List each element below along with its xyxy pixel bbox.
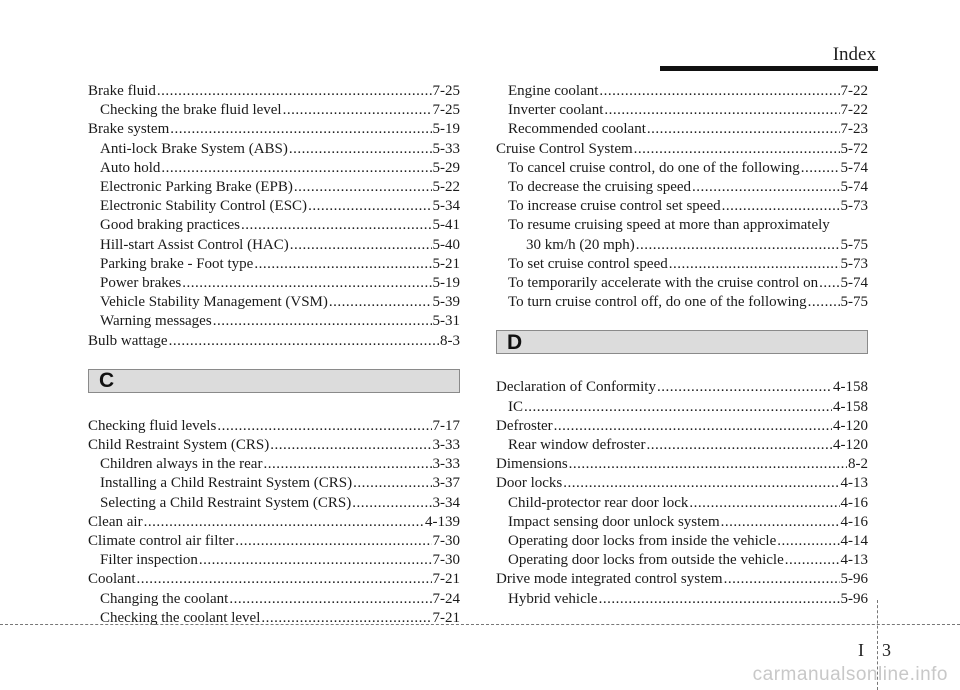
dot-leader <box>182 274 431 293</box>
index-entry-text: Power brakes <box>100 275 182 292</box>
index-entry-page: 7-21 <box>432 571 460 588</box>
dot-leader <box>647 120 840 139</box>
index-entry-text: Good braking practices <box>100 217 240 234</box>
index-entry-text: Warning messages <box>100 313 212 330</box>
page-header-title: Index <box>832 44 876 65</box>
dot-leader <box>689 494 839 513</box>
index-entry <box>496 197 868 216</box>
index-entry-text: Children always in the rear <box>100 456 263 473</box>
index-entry-text: Electronic Parking Brake (EPB) <box>100 179 293 196</box>
index-entry-text: Child-protector rear door lock <box>508 494 689 511</box>
dot-leader <box>254 255 431 274</box>
dot-leader <box>199 551 432 570</box>
index-entry-page: 7-23 <box>840 121 868 138</box>
index-entry-page: 8-2 <box>848 456 868 473</box>
index-entry <box>88 216 460 235</box>
index-entry-text: Inverter coolant <box>508 102 604 119</box>
index-entry-text: To resume cruising speed at more than approximately <box>508 217 830 234</box>
dot-leader <box>722 197 840 216</box>
index-entry-page: 4-14 <box>840 533 868 550</box>
index-entry-page: 4-120 <box>833 417 868 434</box>
index-entry <box>88 255 460 274</box>
index-entry-text: Door locks <box>496 475 563 492</box>
dot-leader <box>634 140 840 159</box>
dot-leader <box>569 455 847 474</box>
index-entry-text: To set cruise control speed <box>508 255 668 272</box>
index-entry-text: Cruise Control System <box>496 140 633 157</box>
index-entry <box>496 417 868 436</box>
index-entry-page: 5-34 <box>432 198 460 215</box>
index-entry-text: Brake fluid <box>88 83 156 99</box>
index-entry <box>496 255 868 274</box>
index-entry-text: 30 km/h (20 mph) <box>526 236 635 253</box>
index-entry-page: 5-39 <box>432 294 460 311</box>
index-entry-page: 4-139 <box>425 513 460 530</box>
dot-leader <box>329 293 432 312</box>
index-entry-text: Recommended coolant <box>508 121 646 138</box>
index-entry-page: 5-19 <box>432 121 460 138</box>
index-entry <box>496 378 868 397</box>
index-entry-text: Clean air <box>88 513 143 530</box>
dot-leader <box>170 120 431 139</box>
index-entry <box>88 197 460 216</box>
dot-leader <box>157 82 432 101</box>
index-entry-text: Hill-start Assist Control (HAC) <box>100 236 289 253</box>
index-entry <box>496 216 868 235</box>
dot-leader <box>217 417 431 436</box>
index-entry-text: To cancel cruise control, do one of the following <box>508 159 800 176</box>
index-entry-page: 3-37 <box>432 475 460 492</box>
index-column-left <box>88 82 460 628</box>
index-entry-page: 3-33 <box>432 437 460 454</box>
index-entry-page: 5-22 <box>432 179 460 196</box>
index-entry-page: 3-34 <box>432 494 460 511</box>
index-entry-page: 4-120 <box>833 437 868 454</box>
index-entry-page: 5-74 <box>840 275 868 292</box>
dot-leader <box>161 159 431 178</box>
index-entry <box>496 532 868 551</box>
index-entry-page: 7-24 <box>432 590 460 607</box>
dot-leader <box>819 274 839 293</box>
index-entry <box>88 101 460 120</box>
dot-leader <box>263 455 431 474</box>
index-entry <box>496 494 868 513</box>
index-entry-text: Filter inspection <box>100 552 198 569</box>
index-entry-text: To decrease the cruising speed <box>508 179 692 196</box>
index-entry-text: Electronic Stability Control (ESC) <box>100 198 308 215</box>
index-entry-text: Bulb wattage <box>88 332 168 349</box>
index-entry-text: Checking fluid levels <box>88 417 217 434</box>
dot-leader <box>289 140 432 159</box>
index-entry-page: 7-22 <box>840 102 868 119</box>
index-entry <box>496 101 868 120</box>
index-entry <box>88 609 460 628</box>
dot-leader <box>777 532 839 551</box>
index-column-right <box>496 82 868 609</box>
index-entry <box>496 236 868 255</box>
index-entry-text: Parking brake - Foot type <box>100 255 254 272</box>
index-entry <box>496 293 868 312</box>
index-entry <box>496 120 868 139</box>
index-entry <box>88 178 460 197</box>
index-entry-page: 7-17 <box>432 417 460 434</box>
index-entry-page: 5-96 <box>840 590 868 607</box>
index-entry-page: 7-21 <box>432 609 460 626</box>
index-entry-page: 4-13 <box>840 552 868 569</box>
index-entry-text: Auto hold <box>100 159 161 176</box>
index-entry-page: 5-33 <box>432 140 460 157</box>
index-entry-text: Defroster <box>496 417 553 434</box>
dot-leader <box>636 236 840 255</box>
dot-leader <box>599 590 840 609</box>
index-entry-page: 8-3 <box>440 332 460 349</box>
dot-leader <box>308 197 431 216</box>
dot-leader <box>261 609 431 628</box>
dot-leader <box>270 436 431 455</box>
dot-leader <box>283 101 432 120</box>
section-header-d <box>496 330 868 354</box>
index-entry <box>88 332 460 351</box>
index-entry-text: Engine coolant <box>508 83 599 99</box>
index-entry <box>88 551 460 570</box>
index-entry-page: 7-25 <box>432 83 460 99</box>
index-entry <box>88 120 460 139</box>
index-entry-text: Selecting a Child Restraint System (CRS) <box>100 494 352 511</box>
index-entry-page: 5-73 <box>840 198 868 215</box>
index-entry <box>88 513 460 532</box>
index-entry-page: 7-30 <box>432 533 460 550</box>
section-header-c <box>88 369 460 393</box>
index-entry-page: 4-158 <box>833 398 868 415</box>
index-entry-page: 7-30 <box>432 552 460 569</box>
index-entry-text: Vehicle Stability Management (VSM) <box>100 294 328 311</box>
index-entry-text: Climate control air filter <box>88 533 235 550</box>
dot-leader <box>144 513 424 532</box>
entries-c-continued-group <box>496 82 868 312</box>
index-entry <box>496 140 868 159</box>
dot-leader <box>785 551 840 570</box>
index-entry <box>88 590 460 609</box>
index-entry-text: Hybrid vehicle <box>508 590 598 607</box>
index-entry-page: 3-33 <box>432 456 460 473</box>
dot-leader <box>657 378 832 397</box>
dot-leader <box>721 513 840 532</box>
index-entry <box>88 159 460 178</box>
index-entry-page: 5-41 <box>432 217 460 234</box>
dot-leader <box>353 474 431 493</box>
index-entry-page: 5-75 <box>840 294 868 311</box>
dot-leader <box>692 178 839 197</box>
entries-c-group <box>88 417 460 628</box>
index-entry-text: To turn cruise control off, do one of the following <box>508 294 807 311</box>
dot-leader <box>646 436 832 455</box>
index-entry <box>88 570 460 589</box>
index-entry-page: 5-31 <box>432 313 460 330</box>
index-entry <box>88 436 460 455</box>
section-letter: D <box>507 330 523 354</box>
index-entry-page: 5-74 <box>840 159 868 176</box>
index-entry-text: Checking the brake fluid level <box>100 102 282 119</box>
index-entry-text: Coolant <box>88 571 136 588</box>
dot-leader <box>724 570 840 589</box>
entries-d-group <box>496 378 868 608</box>
dot-leader <box>604 101 839 120</box>
index-entry-page: 5-96 <box>840 571 868 588</box>
index-entry <box>496 436 868 455</box>
index-entry <box>496 590 868 609</box>
index-entry-text: Declaration of Conformity <box>496 379 656 396</box>
index-entry <box>88 455 460 474</box>
dot-leader <box>290 236 432 255</box>
entries-b-group <box>88 82 460 351</box>
index-entry <box>496 398 868 417</box>
dot-leader <box>599 82 839 101</box>
index-entry <box>88 494 460 513</box>
dot-leader <box>524 398 832 417</box>
index-entry-text: Rear window defroster <box>508 437 646 454</box>
index-entry <box>88 140 460 159</box>
index-entry <box>496 178 868 197</box>
index-entry <box>496 551 868 570</box>
index-entry-text: Dimensions <box>496 456 568 473</box>
index-entry <box>88 532 460 551</box>
index-entry-page: 5-29 <box>432 159 460 176</box>
section-letter: C <box>99 369 115 393</box>
index-entry-page: 5-75 <box>840 236 868 253</box>
index-entry-page: 5-19 <box>432 275 460 292</box>
index-entry <box>88 293 460 312</box>
index-entry-text: Operating door locks from outside the vehicle <box>508 552 784 569</box>
dot-leader <box>241 216 432 235</box>
dot-leader <box>808 293 840 312</box>
index-entry-text: Checking the coolant level <box>100 609 261 626</box>
index-entry <box>88 274 460 293</box>
dot-leader <box>669 255 840 274</box>
index-entry <box>88 312 460 331</box>
index-entry-page: 7-22 <box>840 83 868 99</box>
index-entry-page: 4-158 <box>833 379 868 396</box>
index-entry <box>496 159 868 178</box>
footer-dashed-rule <box>0 624 960 625</box>
index-entry-page: 4-16 <box>840 513 868 530</box>
index-entry-text: To temporarily accelerate with the cruise control on <box>508 275 819 292</box>
dot-leader <box>137 570 432 589</box>
watermark-text: carmanualsonline.info <box>752 664 948 685</box>
index-entry-page: 5-40 <box>432 236 460 253</box>
index-entry-text: Child Restraint System (CRS) <box>88 437 270 454</box>
dot-leader <box>554 417 832 436</box>
dot-leader <box>213 312 432 331</box>
index-entry <box>496 455 868 474</box>
footer-page-number: 3 <box>882 640 891 660</box>
dot-leader <box>229 590 431 609</box>
index-entry-text: IC <box>508 398 523 415</box>
index-entry <box>88 236 460 255</box>
index-entry-text: To increase cruise control set speed <box>508 198 721 215</box>
index-entry-page: 5-21 <box>432 255 460 272</box>
dot-leader <box>801 159 840 178</box>
index-entry <box>88 474 460 493</box>
dot-leader <box>352 494 431 513</box>
dot-leader <box>294 178 432 197</box>
index-entry <box>496 474 868 493</box>
index-entry <box>88 82 460 101</box>
index-entry-page: 5-74 <box>840 179 868 196</box>
index-entry-text: Changing the coolant <box>100 590 229 607</box>
footer-section-letter: I <box>858 640 864 660</box>
index-entry <box>496 274 868 293</box>
index-entry <box>88 417 460 436</box>
index-entry-page: 7-25 <box>432 102 460 119</box>
index-entry <box>496 513 868 532</box>
dot-leader <box>563 474 839 493</box>
index-entry-text: Operating door locks from inside the vehicle <box>508 533 777 550</box>
index-entry-text: Installing a Child Restraint System (CRS) <box>100 475 353 492</box>
index-entry-text: Drive mode integrated control system <box>496 571 723 588</box>
dot-leader <box>169 332 439 351</box>
index-entry-text: Brake system <box>88 121 170 138</box>
header-rule <box>660 66 878 71</box>
index-entry-page: 5-73 <box>840 255 868 272</box>
index-entry-text: Impact sensing door unlock system <box>508 513 720 530</box>
index-entry-page: 5-72 <box>840 140 868 157</box>
index-entry-text: Anti-lock Brake System (ABS) <box>100 140 288 157</box>
dot-leader <box>235 532 431 551</box>
index-entry-page: 4-13 <box>840 475 868 492</box>
index-entry <box>496 82 868 101</box>
index-entry-page: 4-16 <box>840 494 868 511</box>
index-entry <box>496 570 868 589</box>
